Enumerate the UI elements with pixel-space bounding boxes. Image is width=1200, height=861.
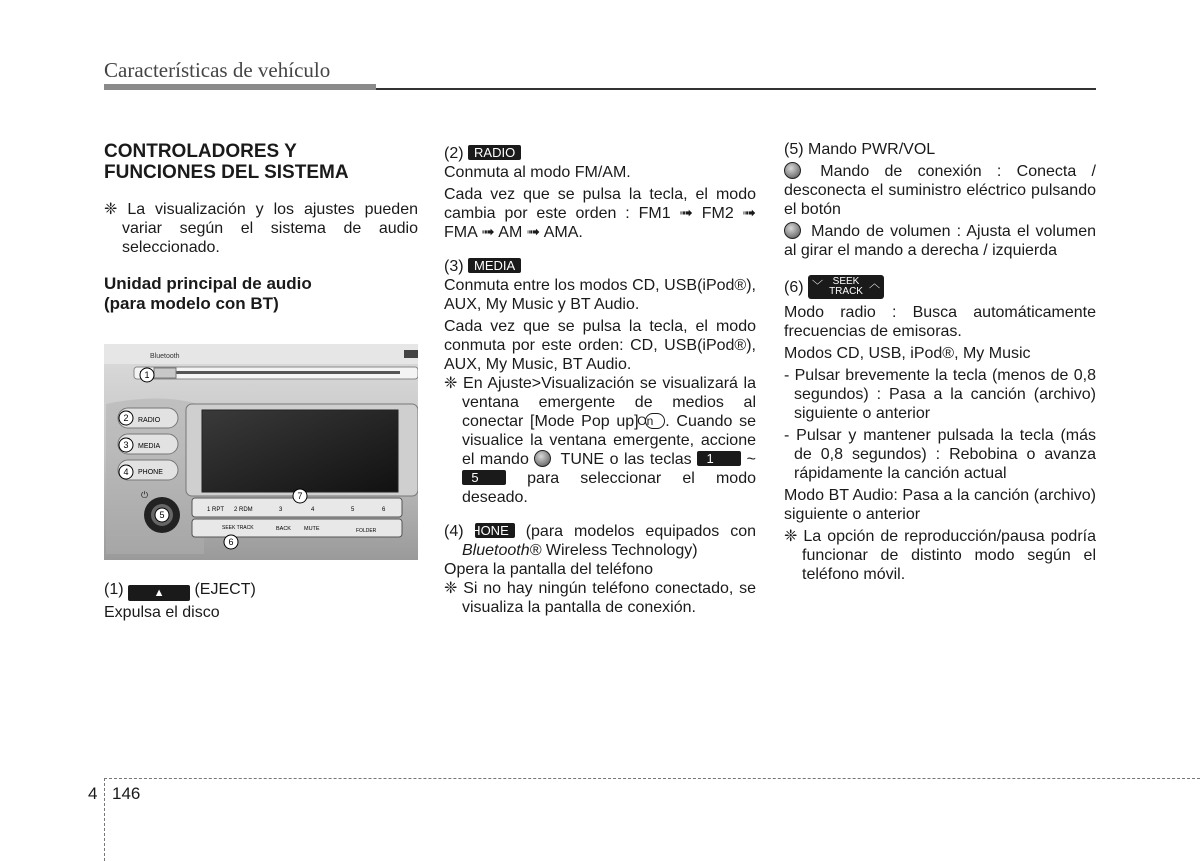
item-4-note-text: Si no hay ningún teléfono conectado, se visualiza la pantalla de conexión.	[462, 580, 757, 616]
item-3-text-1: Conmuta entre los modos CD, USB(iPod®), AUX, My Music y BT Audio.	[444, 277, 756, 313]
item-3-note-a: En Ajuste>Visualización se visualizará la ventana emergente de medios al conectar [Mode Pop up]	[462, 375, 757, 430]
item-3-note-d: para seleccionar el modo deseado.	[462, 470, 756, 506]
radio-btn-label: RADIO	[138, 417, 161, 424]
item-3-text-2: Cada vez que se pulsa la tecla, el modo conmuta por este orden: CD, USB(iPod®), AUX, My Music, BT Audio.	[444, 318, 756, 373]
item-6-note	[784, 527, 1096, 584]
note-symbol: ❈	[104, 201, 118, 218]
phone-badge: PHONE	[475, 523, 515, 538]
item-1-label: (EJECT)	[194, 581, 256, 598]
preset-4-label: 4	[311, 507, 315, 513]
item-1-text: Expulsa el disco	[104, 604, 220, 621]
header-rule-thick	[104, 84, 376, 90]
item-5-title: (5) Mando PWR/VOL	[784, 141, 936, 158]
page-number: 146	[112, 784, 141, 803]
seek-track-badge	[808, 275, 884, 299]
power-knob-icon	[784, 162, 801, 179]
item-4-text-bluetooth: Bluetooth®	[462, 542, 542, 559]
section-heading: CONTROLADORES Y FUNCIONES DEL SISTEMA	[104, 141, 349, 183]
header-rule-thin	[376, 88, 1096, 90]
item-6-bullet-1: - Pulsar brevemente la tecla (menos de 0,8 segundos) : Pasa a la canción (archivo) siguiente o anterior	[784, 367, 1096, 422]
marker-5: 5	[159, 510, 165, 520]
tilde: ~	[746, 451, 756, 468]
mute-label: MUTE	[304, 526, 320, 532]
marker-2: 2	[123, 413, 129, 423]
item-3-note-b: . Cuando se visualice la ventana emergente, accione el mando	[462, 413, 757, 468]
item-6-bullet-2: - Pulsar y mantener pulsada la tecla (más de 0,8 segundos) : Rebobina o avanza rápidamente la canción actual	[784, 427, 1096, 482]
key-1-badge: 1	[697, 451, 741, 466]
marker-4: 4	[123, 467, 129, 477]
page-header-title: Características de vehículo	[104, 58, 331, 82]
item-6-text-2: Modos CD, USB, iPod®, My Music	[784, 345, 1031, 362]
item-1	[104, 580, 418, 622]
preset-3-label: 3	[279, 507, 283, 513]
svg-text:⏻: ⏻	[141, 491, 149, 501]
column-1	[104, 141, 418, 314]
item-5-b	[784, 222, 1096, 260]
marker-7: 7	[297, 491, 303, 501]
footer-dashed-vertical	[104, 778, 105, 861]
item-4-text-2: Opera la pantalla del teléfono	[444, 561, 654, 578]
item-6-text-3: Modo BT Audio: Pasa a la canción (archivo) siguiente o anterior	[784, 487, 1096, 523]
marker-3: 3	[123, 440, 129, 450]
column-3	[784, 140, 1096, 584]
note-text: La visualización y los ajustes pueden variar según el sistema de audio seleccionado.	[122, 201, 418, 256]
media-badge: MEDIA	[468, 258, 521, 273]
item-6-text-1: Modo radio : Busca automáticamente frecuencias de emisoras.	[784, 304, 1096, 340]
audio-unit-figure	[104, 344, 418, 560]
radio-badge: RADIO	[468, 145, 521, 160]
preset-5-label: 5	[351, 507, 355, 513]
chapter-number: 4	[88, 784, 98, 803]
column-2	[444, 144, 756, 617]
item-3-note-c: TUNE o las teclas	[560, 451, 692, 468]
item-2-text-1: Conmuta al modo FM/AM.	[444, 164, 631, 181]
subheading-audio-unit: Unidad principal de audio (para modelo con BT)	[104, 274, 312, 313]
chevron-up-icon: ︿	[869, 278, 881, 290]
marker-1: 1	[144, 370, 150, 380]
item-4-heading	[444, 522, 756, 560]
phone-btn-label: PHONE	[138, 469, 163, 476]
preset-6-label: 6	[382, 507, 386, 513]
note-symbol: ❈	[444, 375, 458, 392]
item-4-number: (4)	[444, 523, 464, 540]
note-display	[104, 200, 418, 257]
preset-1-label: 1 RPT	[207, 507, 225, 513]
seek-track-badge-text: SEEK TRACK	[829, 276, 863, 297]
tune-knob-icon	[534, 450, 551, 467]
folder-label: FOLDER	[356, 528, 377, 534]
footer-dashed-rule	[104, 778, 1200, 779]
item-4-note	[444, 579, 756, 617]
media-btn-label: MEDIA	[138, 443, 161, 450]
item-3-note	[444, 374, 756, 507]
back-label: BACK	[276, 526, 291, 532]
item-5-b-text: Mando de volumen : Ajusta el volumen al girar el mando a derecha / izquierda	[784, 223, 1096, 259]
item-5-a	[784, 162, 1096, 219]
item-4-text-a: (para modelos equipados con	[525, 523, 756, 540]
chevron-down-icon: ﹀	[812, 280, 824, 292]
key-5-badge: 5	[462, 470, 506, 485]
preset-2-label: 2 RDM	[234, 507, 253, 513]
note-symbol: ❈	[444, 580, 458, 597]
note-symbol: ❈	[784, 528, 798, 545]
volume-knob-icon	[784, 222, 801, 239]
seek-track-label: SEEK TRACK	[222, 525, 254, 531]
on-pill-icon: On	[645, 413, 665, 429]
item-4-text-c: Wireless Technology)	[545, 542, 698, 559]
item-2-number: (2)	[444, 145, 464, 162]
item-1-number: (1)	[104, 581, 124, 598]
brand-label: Bluetooth	[150, 353, 180, 360]
marker-6: 6	[228, 537, 234, 547]
item-6-number: (6)	[784, 279, 804, 296]
item-3-number: (3)	[444, 258, 464, 275]
item-2-text-2: Cada vez que se pulsa la tecla, el modo cambia por este orden : FM1 ➟ FM2 ➟ FMA ➟ AM ➟ AMA.	[444, 186, 756, 241]
eject-icon: ▲	[128, 585, 190, 601]
item-6-note-text: La opción de reproducción/pausa podría funcionar de distinto modo según el teléfono móvil.	[802, 528, 1096, 583]
item-5-a-text: Mando de conexión : Conecta / desconecta el suministro eléctrico pulsando el botón	[784, 163, 1096, 218]
